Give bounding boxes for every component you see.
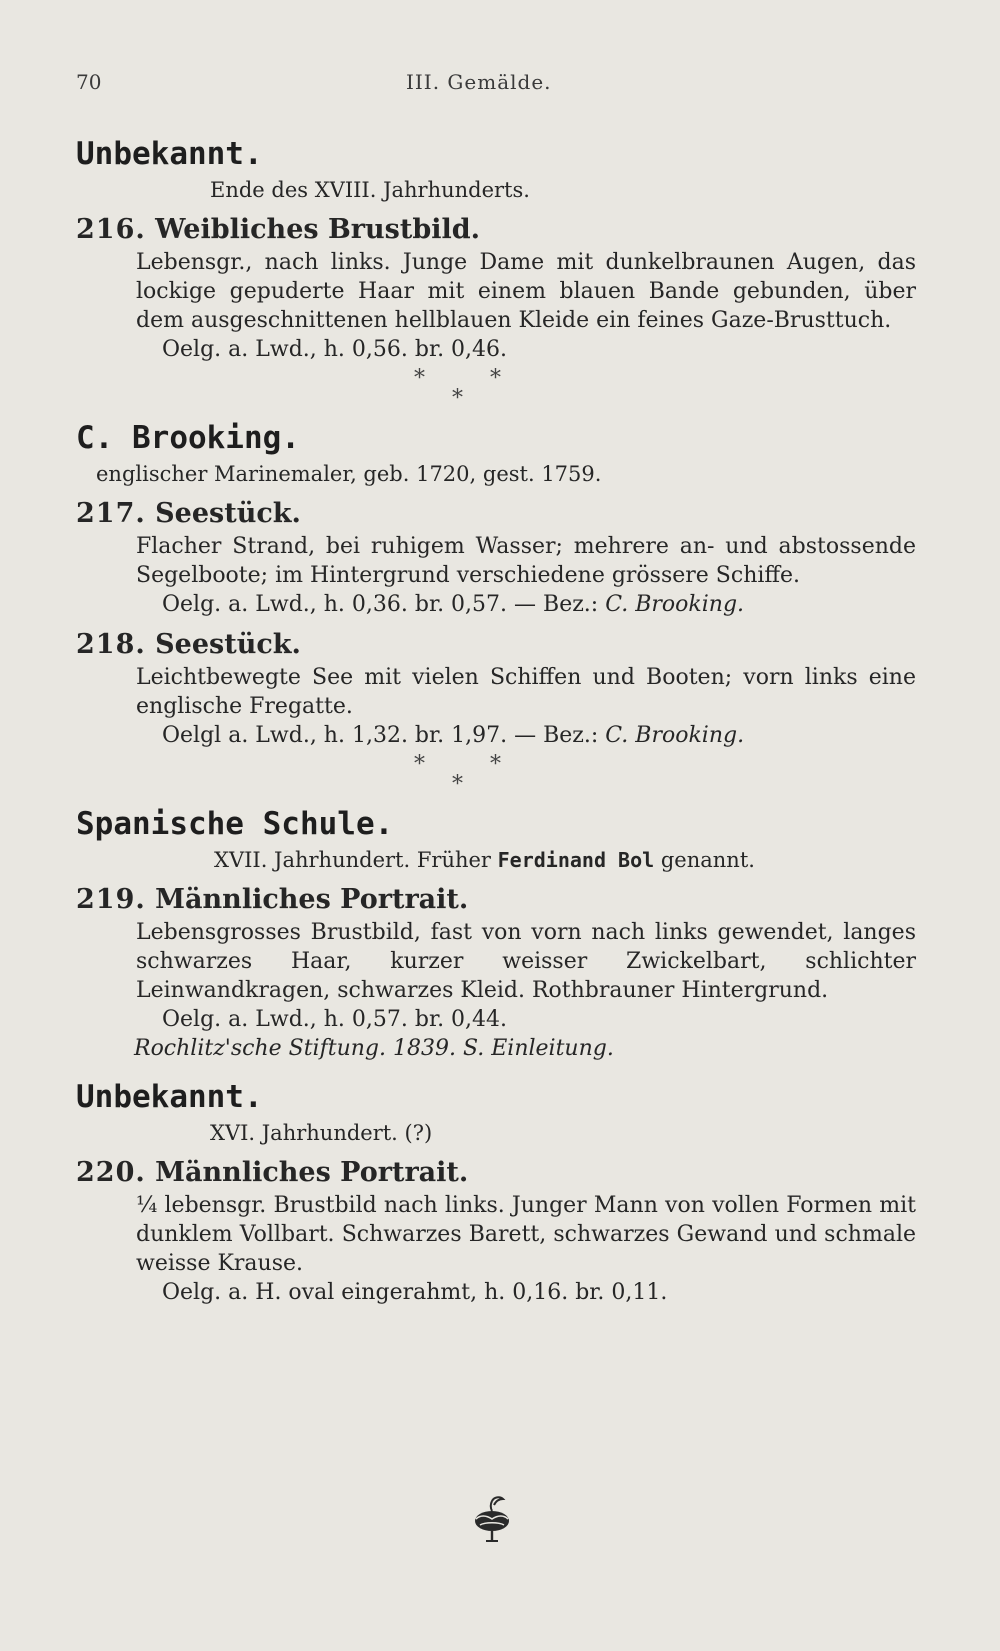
asterisk-icon: * [414, 366, 425, 391]
entry-title [76, 212, 916, 248]
catalog-entry-218 [76, 627, 916, 750]
entry-description: ¼ lebensgr. Brustbild nach links. Junger Mann von vollen Formen mit dunklem Vollbart. Schwarzes Barett, schwarzes Gewand und schmale weisse Krause. [136, 1193, 916, 1276]
entry-title [76, 1155, 916, 1191]
entry-description: Lebensgr., nach links. Junge Dame mit dunkelbraunen Augen, das lockige gepuderte Haar mit einem blauen Bande gebunden, über dem ausgeschnittenen hellblauen Kleide ein feines Gaze-Brusttuch. [136, 250, 916, 333]
asterism-divider [414, 752, 514, 800]
asterisk-icon: * [490, 366, 501, 391]
entry-title [76, 496, 916, 532]
entry-number: 219. [76, 884, 146, 915]
entry-title [76, 882, 916, 918]
entry-description: Leichtbewegte See mit vielen Schiffen und Booten; vorn links eine englische Fregatte. [136, 665, 916, 719]
page-content [76, 134, 916, 1307]
catalog-entry-219 [76, 882, 916, 1063]
artist-info: Ende des XVIII. Jahrhunderts. [210, 178, 530, 202]
measurements-text: Oelgl a. Lwd., h. 1,32. br. 1,97. — Bez.: [162, 723, 606, 748]
signature-text: C. Brooking. [605, 592, 745, 617]
entry-description: Flacher Strand, bei ruhigem Wasser; mehrere an- und abstossende Segelboote; im Hintergrund verschiedene grössere Schiffe. [136, 534, 916, 588]
entry-measurements: Oelg. a. Lwd., h. 0,56. br. 0,46. [162, 337, 508, 362]
entry-number: 220. [76, 1157, 146, 1188]
asterisk-icon: * [452, 772, 463, 797]
asterisk-icon: * [452, 386, 463, 411]
printer-fleuron-icon [470, 1495, 514, 1545]
artist-info: XVI. Jahrhundert. (?) [210, 1121, 433, 1145]
artist-info: englischer Marinemaler, geb. 1720, gest. 1759. [96, 462, 602, 486]
catalog-entry-216 [76, 212, 916, 364]
entry-title-text: Seestück. [155, 498, 301, 529]
entry-measurements: Oelg. a. H. oval eingerahmt, h. 0,16. br. 0,11. [162, 1280, 668, 1305]
entry-title [76, 627, 916, 663]
entry-title-text: Weibliches Brustbild. [155, 214, 480, 245]
artist-info-text: genannt. [654, 848, 755, 872]
artist-heading: Unbekannt. [76, 1079, 263, 1115]
entry-number: 217. [76, 498, 146, 529]
artist-info [76, 846, 916, 874]
entry-measurements: Oelg. a. Lwd., h. 0,57. br. 0,44. [162, 1007, 508, 1032]
former-attribution: Ferdinand Bol [497, 848, 655, 872]
asterism-divider [414, 366, 514, 414]
entry-provenance: Rochlitz'sche Stiftung. 1839. S. Einleitung. [134, 1036, 614, 1061]
asterisk-icon: * [490, 752, 501, 777]
asterisk-icon: * [414, 752, 425, 777]
catalog-entry-220 [76, 1155, 916, 1307]
entry-title-text: Männliches Portrait. [155, 1157, 469, 1188]
entry-title-text: Seestück. [155, 629, 301, 660]
running-title: III. Gemälde. [406, 70, 552, 94]
artist-info-text: XVII. Jahrhundert. Früher [214, 848, 498, 872]
entry-measurements [76, 590, 916, 619]
catalog-entry-217 [76, 496, 916, 619]
entry-number: 216. [76, 214, 146, 245]
entry-title-text: Männliches Portrait. [155, 884, 469, 915]
artist-heading: C. Brooking. [76, 420, 300, 456]
measurements-text: Oelg. a. Lwd., h. 0,36. br. 0,57. — Bez.: [162, 592, 606, 617]
entry-number: 218. [76, 629, 146, 660]
page-number: 70 [76, 70, 102, 94]
signature-text: C. Brooking. [605, 723, 745, 748]
entry-measurements [76, 721, 916, 750]
artist-heading: Unbekannt. [76, 136, 263, 172]
entry-description: Lebensgrosses Brustbild, fast von vorn nach links gewendet, langes schwarzes Haar, kurzer weisser Zwickelbart, schlichter Leinwandkragen, schwarzes Kleid. Rothbrauner Hintergrund. [136, 920, 916, 1003]
artist-heading: Spanische Schule. [76, 806, 394, 842]
